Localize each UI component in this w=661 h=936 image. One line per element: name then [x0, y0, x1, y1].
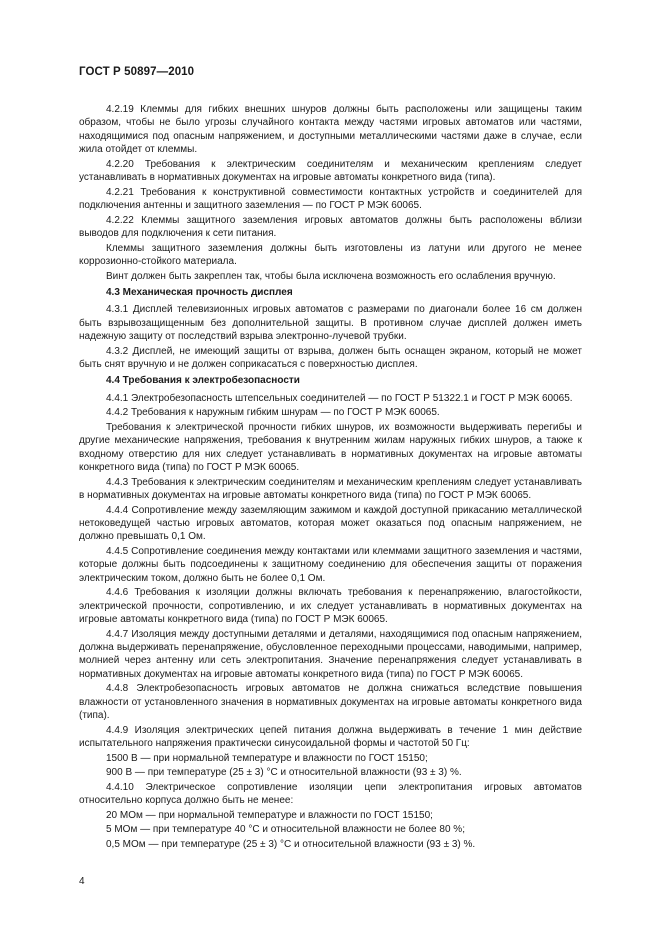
section-heading-4-3: 4.3 Механическая прочность дисплея	[106, 286, 293, 298]
voltage-item-900: 900 В — при температуре (25 ± 3) °С и относительной влажности (93 ± 3) %.	[106, 767, 462, 779]
paragraph-4-4-8: 4.4.8 Электробезопасность игровых автоматов не должна снижаться вследствие повышения влажности от установленного значения в нормативных документах на игровые автоматы конкретного вида (типа).	[79, 683, 582, 721]
paragraph-4-2-19: 4.2.19 Клеммы для гибких внешних шнуров должны быть расположены или защищены таким образом, чтобы не было угрозы случайного контакта между частями игровых автоматов или частями, находящимися под опасным напряжением, и доступными металлическими частями даже в случае, если жила отойдет от клеммы.	[79, 104, 582, 156]
page-body	[79, 103, 582, 853]
paragraph-4-4-5: 4.4.5 Сопротивление соединения между контактами или клеммами защитного заземления и частями, которые должны быть подсоединены к защитному соединению для обеспечения защиты от поражения электрическим током, должно быть не более 0,1 Ом.	[79, 545, 582, 584]
paragraph-cord-requirements: Требования к электрической прочности гибких шнуров, их возможности выдерживать перегибы и другие механические напряжения, требования к внутренним жилам наружных гибких шнуров, а также к входному отверстию для них следует устанавливать в нормативных документах на игровые автоматы конкретного вида (типа) по ГОСТ Р МЭК 60065.	[79, 421, 582, 473]
document-header: ГОСТ Р 50897—2010	[79, 66, 195, 78]
paragraph-terminal-material: Клеммы защитного заземления должны быть изготовлены из латуни или другого не менее коррозионно-стойкого материала.	[79, 242, 582, 267]
page-number: 4	[79, 876, 85, 887]
paragraph-4-2-22: 4.2.22 Клеммы защитного заземления игровых автоматов должны быть расположены вблизи выводов для подключения к сети питания.	[79, 214, 582, 239]
voltage-item-1500: 1500 В — при нормальной температуре и влажности по ГОСТ 15150;	[106, 752, 428, 764]
paragraph-screw: Винт должен быть закреплен так, чтобы была исключена возможность его ослабления вручную.	[106, 270, 556, 282]
resistance-item-5: 5 МОм — при температуре 40 °С и относительной влажности не более 80 %;	[106, 824, 465, 836]
paragraph-4-4-6: 4.4.6 Требования к изоляции должны включать требования к перенапряжению, влагостойкости, электрической прочности, сопротивлению, и их следует устанавливать в нормативных документах на игровые автоматы конкретного вида (типа) по ГОСТ Р МЭК 60065.	[79, 587, 582, 625]
paragraph-4-4-7: 4.4.7 Изоляция между доступными деталями и деталями, находящимися под опасным напряжением, должна выдерживать перенапряжение, обусловленное переходными процессами, наводимыми, например, молнией через антенну или сеть электропитания. Значение перенапряжения следует устанавливать в нормативных документах на игровые автоматы конкретного вида (типа) по ГОСТ Р МЭК 60065.	[79, 628, 582, 680]
paragraph-4-4-1: 4.4.1 Электробезопасность штепсельных соединителей — по ГОСТ Р 51322.1 и ГОСТ Р МЭК 60065.	[106, 392, 573, 404]
paragraph-4-4-4: 4.4.4 Сопротивление между заземляющим зажимом и каждой доступной прикасанию металлической нетоковедущей частью игровых автоматов, которая может оказаться под опасным напряжением, не должно превышать 0,1 Ом.	[79, 504, 582, 543]
section-heading-4-4: 4.4 Требования к электробезопасности	[106, 375, 300, 387]
resistance-item-20: 20 МОм — при нормальной температуре и влажности по ГОСТ 15150;	[106, 809, 433, 821]
paragraph-4-2-20: 4.2.20 Требования к электрическим соединителям и механическим креплениям следует устанавливать в нормативных документах на игровые автоматы конкретного вида (типа).	[79, 158, 582, 184]
resistance-item-0-5: 0,5 МОм — при температуре (25 ± 3) °С и относительной влажности (93 ± 3) %.	[106, 839, 476, 851]
paragraph-4-3-1: 4.3.1 Дисплей телевизионных игровых автоматов с размерами по диагонали более 16 см должен быть взрывозащищенным без дополнительной защиты. В противном случае дисплей должен иметь надежную защиту от последствий взрыва электронно-лучевой трубки.	[79, 304, 582, 342]
paragraph-4-3-2: 4.3.2 Дисплей, не имеющий защиты от взрыва, должен быть оснащен экраном, который не может быть снят вручную и не должен соприкасаться с поверхностью дисплея.	[79, 345, 582, 370]
paragraph-4-2-21: 4.2.21 Требования к конструктивной совместимости контактных устройств и соединителей для подключения антенны и защитного заземления — по ГОСТ Р МЭК 60065.	[79, 186, 582, 211]
paragraph-4-4-9: 4.4.9 Изоляция электрических цепей питания должна выдерживать в течение 1 мин действие испытательного напряжения практически синусоидальной формы и частотой 50 Гц:	[79, 724, 582, 749]
paragraph-4-4-2: 4.4.2 Требования к наружным гибким шнурам — по ГОСТ Р МЭК 60065.	[106, 407, 440, 419]
paragraph-4-4-10: 4.4.10 Электрическое сопротивление изоляции цепи электропитания игровых автоматов относительно корпуса должно быть не менее:	[79, 781, 582, 807]
paragraph-4-4-3: 4.4.3 Требования к электрическим соединителям и механическим креплениям следует устанавливать в нормативных документах на игровые автоматы конкретного вида (типа) по ГОСТ Р МЭК 60065.	[79, 476, 582, 501]
